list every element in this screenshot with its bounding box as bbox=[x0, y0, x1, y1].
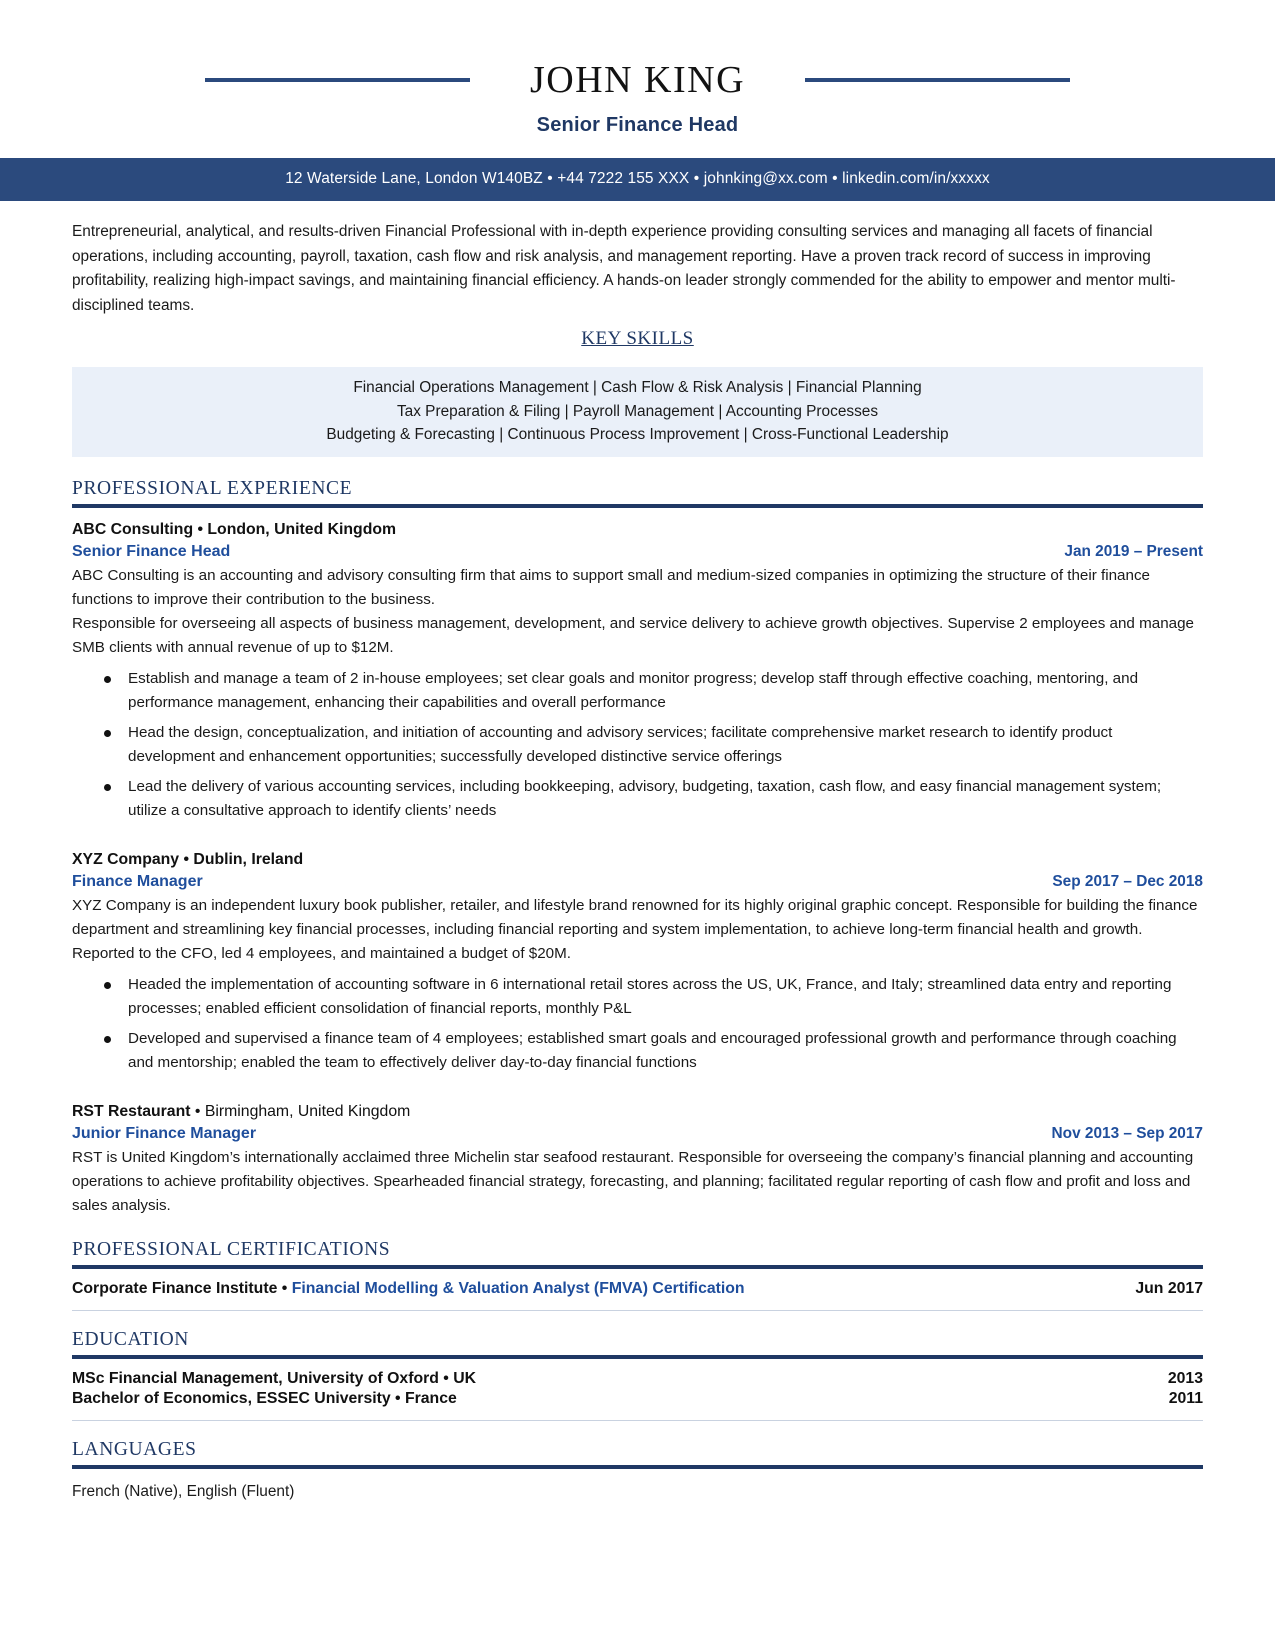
job-bullet-list bbox=[72, 667, 1203, 824]
header-rule-left bbox=[205, 78, 470, 82]
section-divider bbox=[72, 504, 1203, 508]
job-description: RST is United Kingdom’s internationally acclaimed three Michelin star seafood restaurant. Responsible for overseeing the company’s financial planning and accounting operations to achieve profitability objectives. Spearheaded financial strategy, forecasting, and planning; facilitated regular reporting of cash flow and profit and loss and sales analysis. bbox=[72, 1148, 1194, 1214]
section-certifications bbox=[72, 1239, 1203, 1311]
languages-text: French (Native), English (Fluent) bbox=[72, 1482, 295, 1500]
education-date: 2011 bbox=[1168, 1389, 1203, 1407]
experience-entry bbox=[72, 1103, 1203, 1218]
section-heading-education: EDUCATION bbox=[72, 1328, 189, 1350]
job-bullet: Head the design, conceptualization, and initiation of accounting and advisory services; facilitate comprehensive market research to identify product development and enhancement opportunities; successfully developed distinctive service offerings bbox=[104, 721, 1203, 770]
education-date: 2013 bbox=[1167, 1369, 1203, 1387]
key-skills-heading: KEY SKILLS bbox=[581, 328, 694, 349]
job-location: Dublin, Ireland bbox=[193, 850, 304, 868]
certification-entry bbox=[72, 1280, 1203, 1298]
job-bullet: Developed and supervised a finance team of 4 employees; established smart goals and encouraged professional growth and performance through coaching and mentorship; enabled the team to effectively deliver day-to-day financial functions bbox=[104, 1027, 1203, 1076]
job-company-name: RST Restaurant bbox=[72, 1102, 191, 1120]
job-dates: Jan 2019 – Present bbox=[1064, 542, 1203, 560]
section-heading-experience: PROFESSIONAL EXPERIENCE bbox=[72, 477, 353, 499]
section-education bbox=[72, 1329, 1203, 1421]
section-divider bbox=[72, 1465, 1203, 1469]
job-company-line bbox=[72, 521, 1203, 539]
entry-divider bbox=[72, 1420, 1203, 1421]
header-rule-right bbox=[805, 78, 1070, 82]
certification-institution: Corporate Finance Institute • bbox=[72, 1279, 292, 1297]
page-title: JOHN KING bbox=[529, 59, 746, 101]
section-languages bbox=[72, 1439, 1203, 1501]
job-separator: • bbox=[190, 1102, 205, 1120]
education-entry bbox=[72, 1370, 1203, 1388]
job-description: ABC Consulting is an accounting and advisory consulting firm that aims to support small and medium-sized companies in optimizing the structure of their finance functions to improve their contribution to the business. Responsible for overseeing all aspects of business management, development, and service delivery to achieve growth objectives. Supervise 2 employees and manage SMB clients with annual revenue of up to $12M. bbox=[72, 566, 1194, 656]
entry-divider bbox=[72, 1310, 1203, 1311]
job-role: Senior Finance Head bbox=[72, 542, 231, 560]
section-divider bbox=[72, 1265, 1203, 1269]
job-title-row bbox=[72, 873, 1203, 891]
key-skills-box bbox=[72, 367, 1203, 457]
job-description: XYZ Company is an independent luxury book publisher, retailer, and lifestyle brand renowned for its highly original graphic concept. Responsible for building the finance department and streamlining key financial processes, including financial reporting and system implementation, to achieve long-term financial health and growth. Reported to the CFO, led 4 employees, and maintained a budget of $20M. bbox=[72, 896, 1198, 962]
job-dates: Sep 2017 – Dec 2018 bbox=[1052, 872, 1203, 890]
job-location: Birmingham, United Kingdom bbox=[204, 1102, 411, 1120]
resume-content bbox=[0, 220, 1275, 1501]
job-bullet: Establish and manage a team of 2 in-house employees; set clear goals and monitor progress; develop staff through effective coaching, mentoring, and performance management, enhancing their capabilities and overall performance bbox=[104, 667, 1203, 716]
job-role: Finance Manager bbox=[72, 872, 203, 890]
education-degree: Bachelor of Economics, ESSEC University • France bbox=[72, 1389, 457, 1407]
section-heading-certifications: PROFESSIONAL CERTIFICATIONS bbox=[72, 1238, 391, 1260]
job-title-row bbox=[72, 543, 1203, 561]
summary-paragraph: Entrepreneurial, analytical, and results-driven Financial Professional with in-depth experience providing consulting services and managing all facets of financial operations, including accounting, payroll, taxation, cash flow and risk analysis, and management reporting. Have a proven track record of success in improving profitability, realizing high-impact savings, and maintaining financial efficiency. A hands-on leader strongly commended for the ability to empower and mentor multi-disciplined teams. bbox=[72, 223, 1176, 314]
experience-entry bbox=[72, 521, 1203, 824]
job-company-line bbox=[72, 1103, 1203, 1121]
certification-text bbox=[72, 1280, 745, 1298]
experience-entry bbox=[72, 851, 1203, 1076]
job-bullet-list bbox=[72, 973, 1203, 1076]
job-title-row bbox=[72, 1125, 1203, 1143]
name-row bbox=[0, 58, 1275, 102]
job-company-line bbox=[72, 851, 1203, 869]
contact-bar: 12 Waterside Lane, London W140BZ • +44 7222 155 XXX • johnking@xx.com • linkedin.com/in/xxxxx bbox=[0, 158, 1275, 201]
section-experience bbox=[72, 478, 1203, 1218]
job-role: Junior Finance Manager bbox=[72, 1124, 257, 1142]
resume-header bbox=[0, 0, 1275, 201]
certification-credential: Financial Modelling & Valuation Analyst (FMVA) Certification bbox=[291, 1279, 745, 1297]
certification-date: Jun 2017 bbox=[1135, 1279, 1203, 1297]
job-separator: • bbox=[193, 520, 208, 538]
job-location: London, United Kingdom bbox=[207, 520, 397, 538]
section-divider bbox=[72, 1355, 1203, 1359]
job-company-name: ABC Consulting bbox=[72, 520, 194, 538]
key-skills-line: Budgeting & Forecasting | Continuous Process Improvement | Cross-Functional Leadership bbox=[326, 426, 949, 443]
job-bullet: Lead the delivery of various accounting services, including bookkeeping, advisory, budgeting, taxation, cash flow, and easy financial management system; utilize a consultative approach to identify clients’ needs bbox=[104, 775, 1203, 824]
job-dates: Nov 2013 – Sep 2017 bbox=[1051, 1124, 1203, 1142]
section-heading-languages: LANGUAGES bbox=[72, 1438, 197, 1460]
education-entry bbox=[72, 1390, 1203, 1408]
professional-title: Senior Finance Head bbox=[536, 114, 739, 136]
job-bullet: Headed the implementation of accounting software in 6 international retail stores across the US, UK, France, and Italy; streamlined data entry and reporting processes; enabled efficient consolidation of financial reports, monthly P&L bbox=[104, 973, 1203, 1022]
education-degree: MSc Financial Management, University of Oxford • UK bbox=[72, 1369, 477, 1387]
key-skills-line: Financial Operations Management | Cash Flow & Risk Analysis | Financial Planning bbox=[353, 379, 922, 396]
key-skills-line: Tax Preparation & Filing | Payroll Management | Accounting Processes bbox=[396, 402, 879, 420]
job-company-name: XYZ Company bbox=[72, 850, 180, 868]
job-separator: • bbox=[179, 850, 194, 868]
